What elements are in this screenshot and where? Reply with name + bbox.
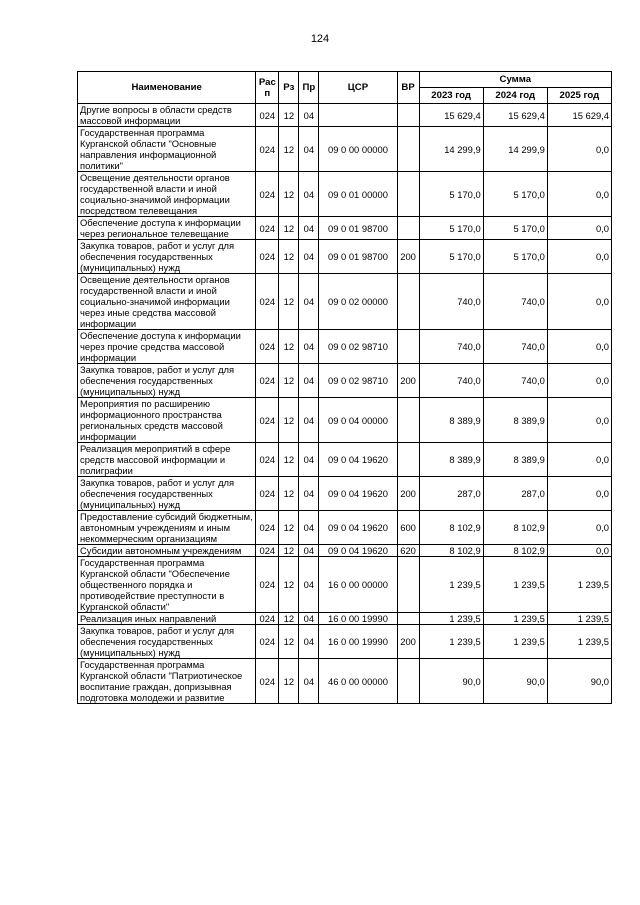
row-csr: 09 0 04 19620: [319, 545, 397, 557]
budget-table: [77, 71, 612, 704]
row-amount-2024: 5 170,0: [483, 217, 547, 240]
row-vr: [397, 557, 419, 613]
row-rasp: 024: [256, 545, 279, 557]
row-amount-2023: 287,0: [419, 477, 483, 511]
row-amount-2025: 0,0: [547, 274, 611, 330]
row-amount-2024: 5 170,0: [483, 172, 547, 217]
row-amount-2023: 5 170,0: [419, 240, 483, 274]
row-rz: 12: [279, 217, 299, 240]
row-rz: 12: [279, 625, 299, 659]
row-csr: 09 0 04 00000: [319, 398, 397, 443]
table-row: [78, 557, 612, 613]
row-csr: 09 0 02 00000: [319, 274, 397, 330]
table-row: [78, 443, 612, 477]
row-rasp: 024: [256, 240, 279, 274]
row-rasp: 024: [256, 625, 279, 659]
table-row: [78, 274, 612, 330]
row-vr: 620: [397, 545, 419, 557]
row-amount-2025: 0,0: [547, 240, 611, 274]
row-rz: 12: [279, 557, 299, 613]
row-pr: 04: [299, 613, 319, 625]
row-vr: [397, 127, 419, 172]
header-rasp: Рас п: [256, 72, 279, 104]
row-amount-2023: 740,0: [419, 364, 483, 398]
row-rasp: 024: [256, 477, 279, 511]
row-amount-2024: 287,0: [483, 477, 547, 511]
row-amount-2024: 1 239,5: [483, 557, 547, 613]
row-name: Предоставление субсидий бюджетным, автономным учреждениям и иным некоммерческим организациям: [78, 511, 256, 545]
table-row: [78, 240, 612, 274]
row-amount-2025: 15 629,4: [547, 104, 611, 127]
row-csr: 09 0 04 19620: [319, 477, 397, 511]
row-csr: 46 0 00 00000: [319, 659, 397, 704]
row-rz: 12: [279, 545, 299, 557]
row-pr: 04: [299, 625, 319, 659]
header-name: Наименование: [78, 72, 256, 104]
row-pr: 04: [299, 364, 319, 398]
row-amount-2024: 740,0: [483, 364, 547, 398]
table-row: [78, 217, 612, 240]
table-row: [78, 127, 612, 172]
header-year-2025: 2025 год: [547, 88, 611, 104]
row-rasp: 024: [256, 330, 279, 364]
row-amount-2023: 1 239,5: [419, 557, 483, 613]
row-amount-2025: 0,0: [547, 511, 611, 545]
row-amount-2023: 15 629,4: [419, 104, 483, 127]
row-amount-2024: 8 102,9: [483, 511, 547, 545]
row-rasp: 024: [256, 398, 279, 443]
row-name: Государственная программа Курганской области "Основные направления информационной политики": [78, 127, 256, 172]
row-rz: 12: [279, 240, 299, 274]
row-amount-2023: 8 102,9: [419, 511, 483, 545]
header-year-2023: 2023 год: [419, 88, 483, 104]
table-body: [78, 104, 612, 704]
row-amount-2024: 8 102,9: [483, 545, 547, 557]
row-name: Закупка товаров, работ и услуг для обеспечения государственных (муниципальных) нужд: [78, 477, 256, 511]
row-amount-2023: 14 299,9: [419, 127, 483, 172]
header-year-2024: 2024 год: [483, 88, 547, 104]
row-pr: 04: [299, 398, 319, 443]
row-name: Закупка товаров, работ и услуг для обеспечения государственных (муниципальных) нужд: [78, 240, 256, 274]
row-csr: 09 0 02 98710: [319, 330, 397, 364]
row-csr: 16 0 00 00000: [319, 557, 397, 613]
row-pr: 04: [299, 330, 319, 364]
row-rz: 12: [279, 613, 299, 625]
row-vr: [397, 104, 419, 127]
row-rasp: 024: [256, 659, 279, 704]
row-name: Закупка товаров, работ и услуг для обеспечения государственных (муниципальных) нужд: [78, 364, 256, 398]
row-amount-2025: 90,0: [547, 659, 611, 704]
row-csr: 09 0 01 98700: [319, 240, 397, 274]
row-vr: [397, 330, 419, 364]
row-amount-2023: 740,0: [419, 330, 483, 364]
row-vr: [397, 443, 419, 477]
row-csr: 09 0 00 00000: [319, 127, 397, 172]
row-amount-2025: 0,0: [547, 477, 611, 511]
row-amount-2025: 0,0: [547, 172, 611, 217]
row-rasp: 024: [256, 613, 279, 625]
row-csr: [319, 104, 397, 127]
row-rasp: 024: [256, 511, 279, 545]
row-rasp: 024: [256, 443, 279, 477]
row-amount-2023: 8 102,9: [419, 545, 483, 557]
row-csr: 16 0 00 19990: [319, 613, 397, 625]
row-amount-2024: 740,0: [483, 274, 547, 330]
row-vr: [397, 217, 419, 240]
row-vr: 600: [397, 511, 419, 545]
row-amount-2023: 740,0: [419, 274, 483, 330]
row-amount-2025: 0,0: [547, 443, 611, 477]
row-pr: 04: [299, 443, 319, 477]
row-amount-2023: 5 170,0: [419, 172, 483, 217]
row-rz: 12: [279, 330, 299, 364]
row-vr: 200: [397, 625, 419, 659]
row-amount-2025: 0,0: [547, 217, 611, 240]
row-name: Освещение деятельности органов государственной власти и иной социально-значимой информации через иные средства массовой информации: [78, 274, 256, 330]
row-amount-2024: 8 389,9: [483, 398, 547, 443]
row-name: Государственная программа Курганской области "Патриотическое воспитание граждан, допризывная подготовка молодежи и развитие: [78, 659, 256, 704]
table-row: [78, 330, 612, 364]
row-rz: 12: [279, 172, 299, 217]
row-name: Субсидии автономным учреждениям: [78, 545, 256, 557]
row-vr: [397, 398, 419, 443]
row-csr: 09 0 04 19620: [319, 511, 397, 545]
table-row: [78, 511, 612, 545]
row-rz: 12: [279, 659, 299, 704]
header-csr: ЦСР: [319, 72, 397, 104]
row-amount-2024: 8 389,9: [483, 443, 547, 477]
header-sum: Сумма: [419, 72, 611, 88]
table-header: [78, 72, 612, 104]
row-rz: 12: [279, 443, 299, 477]
row-csr: 09 0 04 19620: [319, 443, 397, 477]
table-row: [78, 172, 612, 217]
row-name: Обеспечение доступа к информации через прочие средства массовой информации: [78, 330, 256, 364]
row-pr: 04: [299, 659, 319, 704]
row-amount-2025: 0,0: [547, 545, 611, 557]
row-name: Государственная программа Курганской области "Обеспечение общественного порядка и противодействие преступности в Курганской области": [78, 557, 256, 613]
row-amount-2023: 8 389,9: [419, 443, 483, 477]
row-amount-2023: 5 170,0: [419, 217, 483, 240]
row-pr: 04: [299, 477, 319, 511]
row-vr: [397, 659, 419, 704]
row-name: Другие вопросы в области средств массовой информации: [78, 104, 256, 127]
row-amount-2024: 90,0: [483, 659, 547, 704]
row-amount-2025: 0,0: [547, 127, 611, 172]
row-vr: 200: [397, 364, 419, 398]
row-amount-2023: 1 239,5: [419, 625, 483, 659]
row-amount-2024: 1 239,5: [483, 625, 547, 659]
table-row: [78, 104, 612, 127]
page-number: 124: [310, 33, 330, 45]
row-pr: 04: [299, 127, 319, 172]
row-csr: 09 0 01 00000: [319, 172, 397, 217]
row-amount-2025: 0,0: [547, 398, 611, 443]
table-row: [78, 364, 612, 398]
row-rz: 12: [279, 477, 299, 511]
row-rz: 12: [279, 274, 299, 330]
row-pr: 04: [299, 274, 319, 330]
row-rz: 12: [279, 364, 299, 398]
table-row: [78, 659, 612, 704]
row-vr: [397, 613, 419, 625]
row-pr: 04: [299, 104, 319, 127]
row-vr: 200: [397, 477, 419, 511]
row-amount-2025: 0,0: [547, 330, 611, 364]
row-name: Освещение деятельности органов государственной власти и иной социально-значимой информации посредством телевещания: [78, 172, 256, 217]
header-rz: Рз: [279, 72, 299, 104]
table-row: [78, 613, 612, 625]
row-rasp: 024: [256, 274, 279, 330]
row-rasp: 024: [256, 127, 279, 172]
row-csr: 16 0 00 19990: [319, 625, 397, 659]
row-amount-2025: 1 239,5: [547, 613, 611, 625]
row-pr: 04: [299, 172, 319, 217]
row-amount-2025: 0,0: [547, 364, 611, 398]
row-name: Закупка товаров, работ и услуг для обеспечения государственных (муниципальных) нужд: [78, 625, 256, 659]
row-amount-2023: 8 389,9: [419, 398, 483, 443]
row-rz: 12: [279, 127, 299, 172]
row-name: Мероприятия по расширению информационного пространства региональных средств массовой информации: [78, 398, 256, 443]
row-vr: [397, 172, 419, 217]
row-rasp: 024: [256, 557, 279, 613]
row-vr: [397, 274, 419, 330]
row-amount-2025: 1 239,5: [547, 557, 611, 613]
row-pr: 04: [299, 545, 319, 557]
row-amount-2024: 5 170,0: [483, 240, 547, 274]
row-name: Реализация иных направлений: [78, 613, 256, 625]
row-amount-2024: 15 629,4: [483, 104, 547, 127]
header-vr: ВР: [397, 72, 419, 104]
row-rasp: 024: [256, 364, 279, 398]
row-name: Обеспечение доступа к информации через региональное телевещание: [78, 217, 256, 240]
row-pr: 04: [299, 217, 319, 240]
row-rasp: 024: [256, 217, 279, 240]
row-pr: 04: [299, 240, 319, 274]
row-csr: 09 0 02 98710: [319, 364, 397, 398]
table-row: [78, 477, 612, 511]
header-pr: Пр: [299, 72, 319, 104]
table-row: [78, 625, 612, 659]
row-rasp: 024: [256, 172, 279, 217]
table-row: [78, 545, 612, 557]
row-rz: 12: [279, 104, 299, 127]
row-rz: 12: [279, 398, 299, 443]
row-pr: 04: [299, 557, 319, 613]
row-amount-2025: 1 239,5: [547, 625, 611, 659]
row-amount-2023: 1 239,5: [419, 613, 483, 625]
row-amount-2024: 1 239,5: [483, 613, 547, 625]
row-amount-2024: 740,0: [483, 330, 547, 364]
row-vr: 200: [397, 240, 419, 274]
row-amount-2023: 90,0: [419, 659, 483, 704]
row-csr: 09 0 01 98700: [319, 217, 397, 240]
row-rasp: 024: [256, 104, 279, 127]
row-amount-2024: 14 299,9: [483, 127, 547, 172]
row-pr: 04: [299, 511, 319, 545]
table-row: [78, 398, 612, 443]
row-name: Реализация мероприятий в сфере средств массовой информации и полиграфии: [78, 443, 256, 477]
row-rz: 12: [279, 511, 299, 545]
